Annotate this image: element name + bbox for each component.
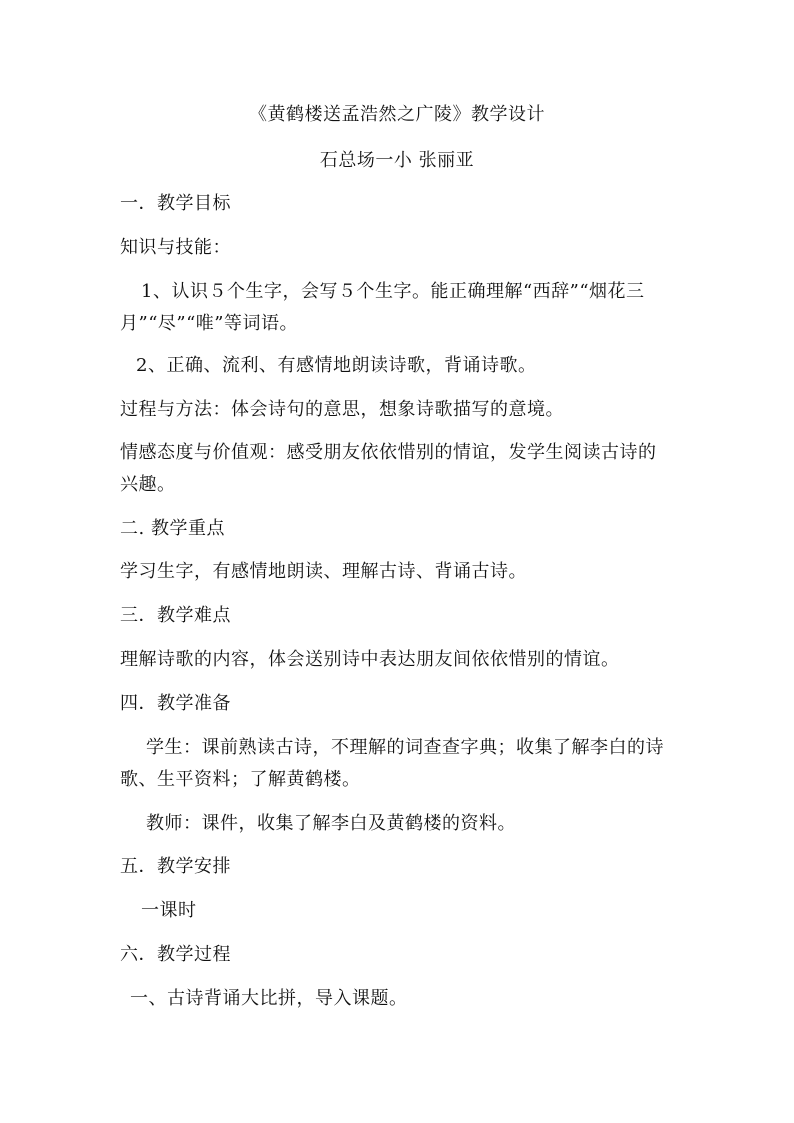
emotion-values-line-1: 情感态度与价值观：感受朋友依依惜别的情谊，发学生阅读古诗的 bbox=[120, 442, 657, 463]
document-author: 石总场一小 张丽亚 bbox=[319, 150, 475, 171]
section-heading-preparation: 四．教学准备 bbox=[120, 693, 231, 714]
objective-item-2: 2、正确、流利、有感情地朗读诗歌，背诵诗歌。 bbox=[136, 355, 537, 376]
arrangement-text: 一课时 bbox=[141, 900, 197, 921]
section-heading-difficulties: 三．教学难点 bbox=[120, 605, 231, 626]
student-preparation-line-2: 歌、生平资料；了解黄鹤楼。 bbox=[120, 769, 361, 790]
section-heading-arrangement: 五．教学安排 bbox=[120, 856, 231, 877]
process-step-1: 一、古诗背诵大比拼，导入课题。 bbox=[130, 988, 408, 1009]
section-heading-process: 六．教学过程 bbox=[120, 944, 231, 965]
process-method-text: 过程与方法：体会诗句的意思，想象诗歌描写的意境。 bbox=[120, 399, 564, 420]
difficulties-text: 理解诗歌的内容，体会送别诗中表达朋友间依依惜别的情谊。 bbox=[120, 649, 620, 670]
emotion-values-line-2: 兴趣。 bbox=[120, 474, 176, 495]
objective-item-1-line-2: 月”“尽”“唯”等词语。 bbox=[120, 313, 299, 334]
document-title: 《黄鹤楼送孟浩然之广陵》教学设计 bbox=[249, 104, 545, 125]
student-preparation-line-1: 学生：课前熟读古诗，不理解的词查查字典；收集了解李白的诗 bbox=[146, 737, 664, 758]
section-heading-objectives: 一．教学目标 bbox=[120, 193, 231, 214]
teacher-preparation: 教师：课件，收集了解李白及黄鹤楼的资料。 bbox=[146, 813, 516, 834]
knowledge-skills-label: 知识与技能： bbox=[120, 237, 231, 258]
section-heading-key-points: 二. 教学重点 bbox=[120, 518, 225, 539]
key-points-text: 学习生字，有感情地朗读、理解古诗、背诵古诗。 bbox=[120, 561, 527, 582]
objective-item-1-line-1: 1、认识５个生字，会写５个生字。能正确理解“西辞”“烟花三 bbox=[141, 281, 645, 302]
